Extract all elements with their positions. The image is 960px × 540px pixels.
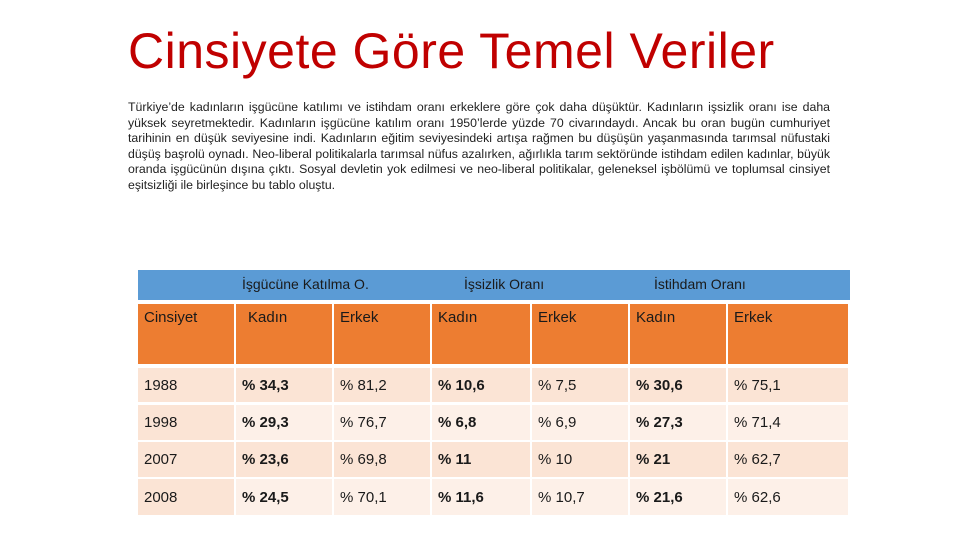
table-cell: % 10,7 (532, 479, 630, 517)
table-cell: % 10 (532, 442, 630, 479)
table-cell: % 11,6 (432, 479, 532, 517)
table-cell: % 30,6 (630, 368, 728, 404)
year-cell: 1988 (138, 368, 236, 404)
sub-header-cell: Kadın (630, 304, 728, 366)
intro-paragraph: Türkiye’de kadınların işgücüne katılımı ve istihdam oranı erkeklere göre çok daha düşüktür. Kadınların işsizlik oranı ise daha yüksek seyretmektedir. Kadınların işgücüne katılım oranı 1950’lerde yüzde 70 civarındaydı. Ancak bu oran bugün cumhuriyet tarihinin en düşük seviyesine indi. Kadınların eğitim seviyesindeki artışa rağmen bu düşüşün yaşanmasında tarımsal nüfustaki düşüş başrolü oynadı. Neo-liberal politikalarla tarımsal nüfus azalırken, ağırlıkla tarım sektöründe istihdam edilen kadınlar, büyük oranda işgücünün dışına çıktı. Sosyal devletin yok edilmesi ve neo-liberal politikalar, geleneksel işbölümü ve toplumsal cinsiyet eşitsizliği ile birleşince bu tablo oluştu. (128, 100, 830, 192)
table-cell: % 62,6 (728, 479, 850, 517)
table-cell: % 27,3 (630, 405, 728, 442)
table-cell: % 6,8 (432, 405, 532, 442)
year-cell: 2008 (138, 479, 236, 517)
sub-header-cell: Erkek (532, 304, 630, 366)
slide-title: Cinsiyete Göre Temel Veriler (128, 23, 775, 79)
group-header-row (138, 270, 850, 302)
sub-header-cell: Erkek (728, 304, 850, 366)
sub-header-cell: Kadın (432, 304, 532, 366)
table-cell: % 71,4 (728, 405, 850, 442)
group-header-participation: İşgücüne Katılma O. (242, 276, 369, 292)
sub-header-cell: Cinsiyet (138, 304, 236, 366)
table-cell: % 70,1 (334, 479, 432, 517)
table-cell: % 24,5 (236, 479, 334, 517)
table-row (138, 405, 850, 442)
table-row (138, 368, 850, 404)
table-cell: % 7,5 (532, 368, 630, 404)
table-row (138, 442, 850, 479)
table-cell: % 21 (630, 442, 728, 479)
table-row (138, 479, 850, 517)
table-cell: % 76,7 (334, 405, 432, 442)
sub-header-cell: Erkek (334, 304, 432, 366)
year-cell: 2007 (138, 442, 236, 479)
table-cell: % 21,6 (630, 479, 728, 517)
table-cell: % 62,7 (728, 442, 850, 479)
year-cell: 1998 (138, 405, 236, 442)
table-cell: % 81,2 (334, 368, 432, 404)
table-cell: % 10,6 (432, 368, 532, 404)
table-cell: % 34,3 (236, 368, 334, 404)
table-cell: % 23,6 (236, 442, 334, 479)
table-cell: % 6,9 (532, 405, 630, 442)
table-cell: % 69,8 (334, 442, 432, 479)
group-header-employment: İstihdam Oranı (654, 276, 746, 292)
group-header-unemployment: İşsizlik Oranı (464, 276, 545, 292)
table-cell: % 11 (432, 442, 532, 479)
sub-header-row (138, 304, 850, 366)
table-cell: % 75,1 (728, 368, 850, 404)
table-cell: % 29,3 (236, 405, 334, 442)
sub-header-cell: Kadın (236, 304, 334, 366)
